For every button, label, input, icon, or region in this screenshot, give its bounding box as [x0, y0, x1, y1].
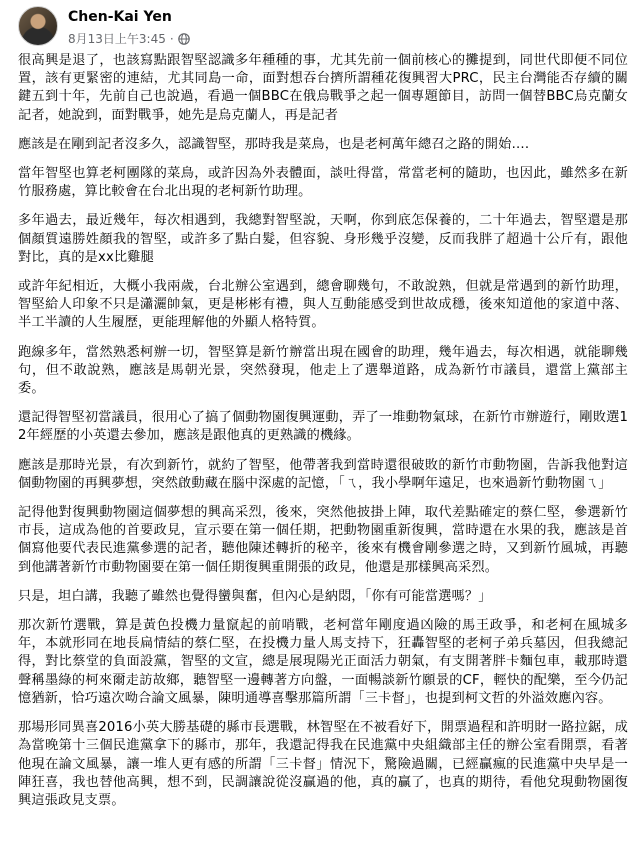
- post-paragraph: 當年智堅也算老柯團隊的菜鳥，或許因為外表體面，談吐得當，常當老柯的隨助，也因此，雖然多在新竹服務處，算比較會在台北出現的老柯新竹助理。: [18, 166, 628, 200]
- timestamp[interactable]: 8月13日上午3:45: [68, 32, 166, 46]
- post-paragraph: 那場形同異喜2016小英大勝基礎的縣市長選戰，林智堅在不被看好下，開票過程和許明財一路拉鋸，成為當晚第十三個民進黨拿下的縣市，那年，我還記得我在民進黨中央組織部主任的辦公室看開票，看著他現在論文風暴，讓一堆人更有感的所謂「三卡督」情況下，驚險過關，已經贏瘋的民進黨中央早是一陣狂喜，我也替他高興，想不到，民調讓說從沒贏過的他，真的贏了，也真的期待，看他兌現動物園復興這張政見支票。: [18, 720, 628, 808]
- post-paragraph: 很高興是退了，也該寫點跟智堅認識多年種種的事，尤其先前一個前核心的攤提到，同世代即便不同位置，該有更緊密的連結，尤其同島一命，面對想吞台擠所謂種花復興習大PRC，民主台灣能否存續的關鍵五到十年，先前自己也說過，看過一個BBC在俄烏戰爭之起一個專題節目，訪問一個替BBC烏克蘭女記者，她說到，面對戰爭，她先是烏克蘭人，再是記者: [18, 53, 628, 123]
- post-paragraph: 或許年紀相近，大概小我兩歲，台北辦公室遇到，總會聊幾句，不敢說熟，但就是常遇到的新竹助理，智堅給人印象不只是瀟灑帥氣，更是彬彬有禮，與人互動能感受到世故成穩，後來知道他的家道中落、半工半讀的人生履歷，更能理解他的外顯人格特質。: [18, 279, 628, 331]
- author-name[interactable]: Chen-Kai Yen: [68, 9, 172, 25]
- meta-separator: ·: [169, 31, 174, 46]
- post-paragraph: 應該是那時光景，有次到新竹，就約了智堅，他帶著我到當時還很破敗的新竹市動物園，告訴我他對這個動物園的再興夢想，突然啟動藏在腦中深處的記憶，「ㄟ，我小學啊年遠足，也來過新竹動物園ㄟ」: [18, 457, 628, 491]
- post-paragraph: 多年過去，最近幾年，每次相遇到，我總對智堅說，天啊，你到底怎保養的，二十年過去，智堅還是那個顏質遠勝姓顏我的智堅，或許多了點白髮，但容貌、身形幾乎沒變，反而我胖了超過十公斤有，跟他對比，真的是xx比雞腿: [18, 213, 628, 265]
- post-meta: [68, 30, 190, 47]
- post-paragraph: 還記得智堅初當議員，很用心了搞了個動物園復興運動，弄了一堆動物氣球，在新竹市辦遊行，剛敗選12年經歷的小英還去參加，應該是跟他真的更熟識的機緣。: [18, 410, 628, 444]
- post-header: [18, 6, 618, 50]
- post-paragraph: 應該是在剛到記者沒多久，認識智堅，那時我是菜鳥，也是老柯萬年總召之路的開始….: [18, 136, 530, 152]
- post-paragraph: 記得他對復興動物園這個夢想的興高采烈，後來，突然他披掛上陣，取代差點確定的蔡仁堅，參選新竹市長，這成為他的首要政見，宣示要在第一個任期，把動物園重新復興，當時還在水果的我，應該是首個寫他要代表民進黨參選的記者，聽他陳述轉折的秘辛，後來有機會剛參選之時，又到新竹風城，再聽到他講著新竹市動物園要在第一個任期復興重開張的政見，他還是那樣興高采烈。: [18, 505, 628, 575]
- post-paragraph: 只是，坦白講，我聽了雖然也覺得蠻與奮，但內心是納悶，「你有可能當選嗎？」: [18, 588, 492, 604]
- post-paragraph: 那次新竹選戰，算是黃色投機力量竄起的前哨戰，老柯當年剛度過凶險的馬王政爭，和老柯在風城多年，本就形同在地長扁情結的蔡仁堅，在投機力量人馬支持下，狂轟智堅的老柯子弟兵墓因，但我總記得，對比蔡堂的負面設黨，智堅的文宣，總是展現陽光正面活力朝氣，有支開著胖卡麵包車，載那時還聲稱墨綠的柯來爾走訪故鄉，聽智堅一邊轉著方向盤，一面暢談新竹願景的CF，輕快的配樂，至今仍記憶猶新，恰巧遠次呦合論文風暴，陳明通導喜擊那篇所謂「三卡督」，也提到柯文哲的外溢效應內容。: [18, 618, 628, 706]
- globe-icon[interactable]: [178, 33, 190, 45]
- post-body: [18, 52, 628, 821]
- avatar[interactable]: [18, 6, 58, 46]
- post-paragraph: 跑線多年，當然熟悉柯辦一切，智堅算是新竹辦當出現在國會的助理，幾年過去，每次相遇，就能聊幾句，但不敢說熟，應該是馬朝光景，突然發現，他走上了選舉道路，成為新竹市議員，還當上黨部主委。: [18, 344, 628, 397]
